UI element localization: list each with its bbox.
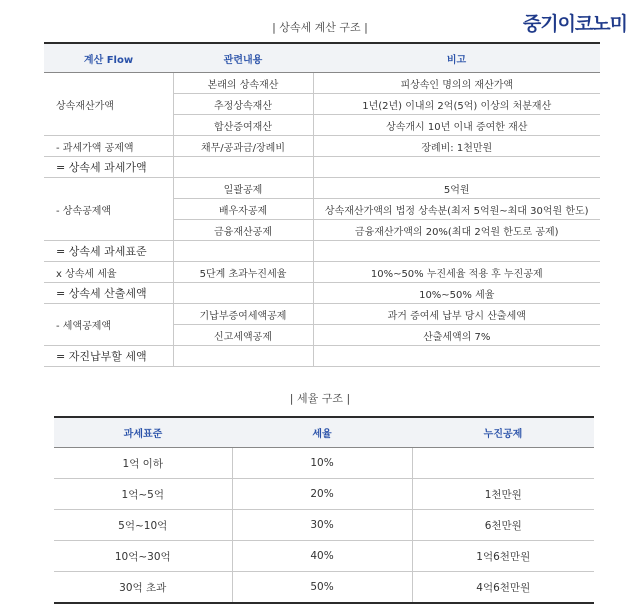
table-row bbox=[54, 572, 594, 604]
column-header: 과세표준 bbox=[54, 417, 232, 448]
remarks-cell: 장례비: 1천만원 bbox=[313, 136, 600, 157]
related-content-cell bbox=[173, 241, 313, 262]
table-row bbox=[54, 448, 594, 479]
table-row bbox=[44, 241, 600, 262]
related-content-cell: 합산증여재산 bbox=[173, 115, 313, 136]
remarks-cell: 상속재산가액의 법정 상속분(최저 5억원~최대 30억원 한도) bbox=[313, 199, 600, 220]
table1-title: | 상속세 계산 구조 | bbox=[272, 21, 368, 34]
table-row bbox=[54, 541, 594, 572]
related-content-cell: 기납부증여세액공제 bbox=[173, 304, 313, 325]
remarks-cell: 금융재산가액의 20%(최대 2억원 한도로 공제) bbox=[313, 220, 600, 241]
calc-flow-step: = 상속세 과세표준 bbox=[44, 241, 173, 262]
calc-flow-step: = 상속세 과세가액 bbox=[44, 157, 173, 178]
remarks-cell: 5억원 bbox=[313, 178, 600, 199]
progressive-deduction-cell: 4억6천만원 bbox=[412, 572, 594, 604]
column-header: 비고 bbox=[313, 43, 600, 73]
table-row bbox=[44, 136, 600, 157]
table-row bbox=[44, 157, 600, 178]
table-header-row bbox=[54, 417, 594, 448]
related-content-cell bbox=[173, 157, 313, 178]
progressive-deduction-cell: 6천만원 bbox=[412, 510, 594, 541]
remarks-cell bbox=[313, 241, 600, 262]
table-row bbox=[54, 510, 594, 541]
related-content-cell: 금융재산공제 bbox=[173, 220, 313, 241]
tax-rate-cell: 20% bbox=[232, 479, 412, 510]
remarks-cell: 10%~50% 세율 bbox=[313, 283, 600, 304]
remarks-cell: 피상속인 명의의 재산가액 bbox=[313, 73, 600, 94]
related-content-cell bbox=[173, 346, 313, 367]
tax-base-cell: 1억 이하 bbox=[54, 448, 232, 479]
calc-flow-step: - 과세가액 공제액 bbox=[44, 136, 173, 157]
table-header-row bbox=[44, 43, 600, 73]
column-header: 누진공제 bbox=[412, 417, 594, 448]
calc-flow-step: = 자진납부할 세액 bbox=[44, 346, 173, 367]
tax-rate-cell: 30% bbox=[232, 510, 412, 541]
related-content-cell bbox=[173, 283, 313, 304]
tax-rate-cell: 40% bbox=[232, 541, 412, 572]
tax-base-cell: 5억~10억 bbox=[54, 510, 232, 541]
tax-rate-table bbox=[54, 416, 594, 604]
brand-logo: 중기이코노미 bbox=[522, 13, 627, 35]
related-content-cell: 추정상속재산 bbox=[173, 94, 313, 115]
tax-rate-cell: 50% bbox=[232, 572, 412, 604]
remarks-cell bbox=[313, 346, 600, 367]
calc-flow-step: - 상속공제액 bbox=[44, 178, 173, 241]
related-content-cell: 본래의 상속재산 bbox=[173, 73, 313, 94]
calc-flow-step: 상속재산가액 bbox=[44, 73, 173, 136]
table-row bbox=[44, 283, 600, 304]
inheritance-tax-structure-table bbox=[44, 42, 600, 367]
calc-flow-step: - 세액공제액 bbox=[44, 304, 173, 346]
progressive-deduction-cell: 1억6천만원 bbox=[412, 541, 594, 572]
remarks-cell: 과거 증여세 납부 당시 산출세액 bbox=[313, 304, 600, 325]
table-row bbox=[44, 178, 600, 199]
tax-rate-cell: 10% bbox=[232, 448, 412, 479]
remarks-cell: 상속개시 10년 이내 증여한 재산 bbox=[313, 115, 600, 136]
remarks-cell: 10%~50% 누진세율 적용 후 누진공제 bbox=[313, 262, 600, 283]
column-header: 계산 Flow bbox=[44, 43, 173, 73]
calc-flow-step: = 상속세 산출세액 bbox=[44, 283, 173, 304]
table-row bbox=[54, 479, 594, 510]
table-row bbox=[44, 262, 600, 283]
table-row bbox=[44, 304, 600, 325]
table-row bbox=[44, 73, 600, 94]
progressive-deduction-cell: 1천만원 bbox=[412, 479, 594, 510]
tax-base-cell: 10억~30억 bbox=[54, 541, 232, 572]
column-header: 세율 bbox=[232, 417, 412, 448]
tax-base-cell: 30억 초과 bbox=[54, 572, 232, 604]
table-row bbox=[44, 346, 600, 367]
column-header: 관련내용 bbox=[173, 43, 313, 73]
related-content-cell: 일괄공제 bbox=[173, 178, 313, 199]
related-content-cell: 채무/공과금/장례비 bbox=[173, 136, 313, 157]
tax-base-cell: 1억~5억 bbox=[54, 479, 232, 510]
remarks-cell: 1년(2년) 이내의 2억(5억) 이상의 처분재산 bbox=[313, 94, 600, 115]
related-content-cell: 배우자공제 bbox=[173, 199, 313, 220]
table2-title: | 세율 구조 | bbox=[289, 392, 351, 405]
related-content-cell: 5단계 초과누진세율 bbox=[173, 262, 313, 283]
progressive-deduction-cell bbox=[412, 448, 594, 479]
calc-flow-step: x 상속세 세율 bbox=[44, 262, 173, 283]
related-content-cell: 신고세액공제 bbox=[173, 325, 313, 346]
remarks-cell bbox=[313, 157, 600, 178]
remarks-cell: 산출세액의 7% bbox=[313, 325, 600, 346]
